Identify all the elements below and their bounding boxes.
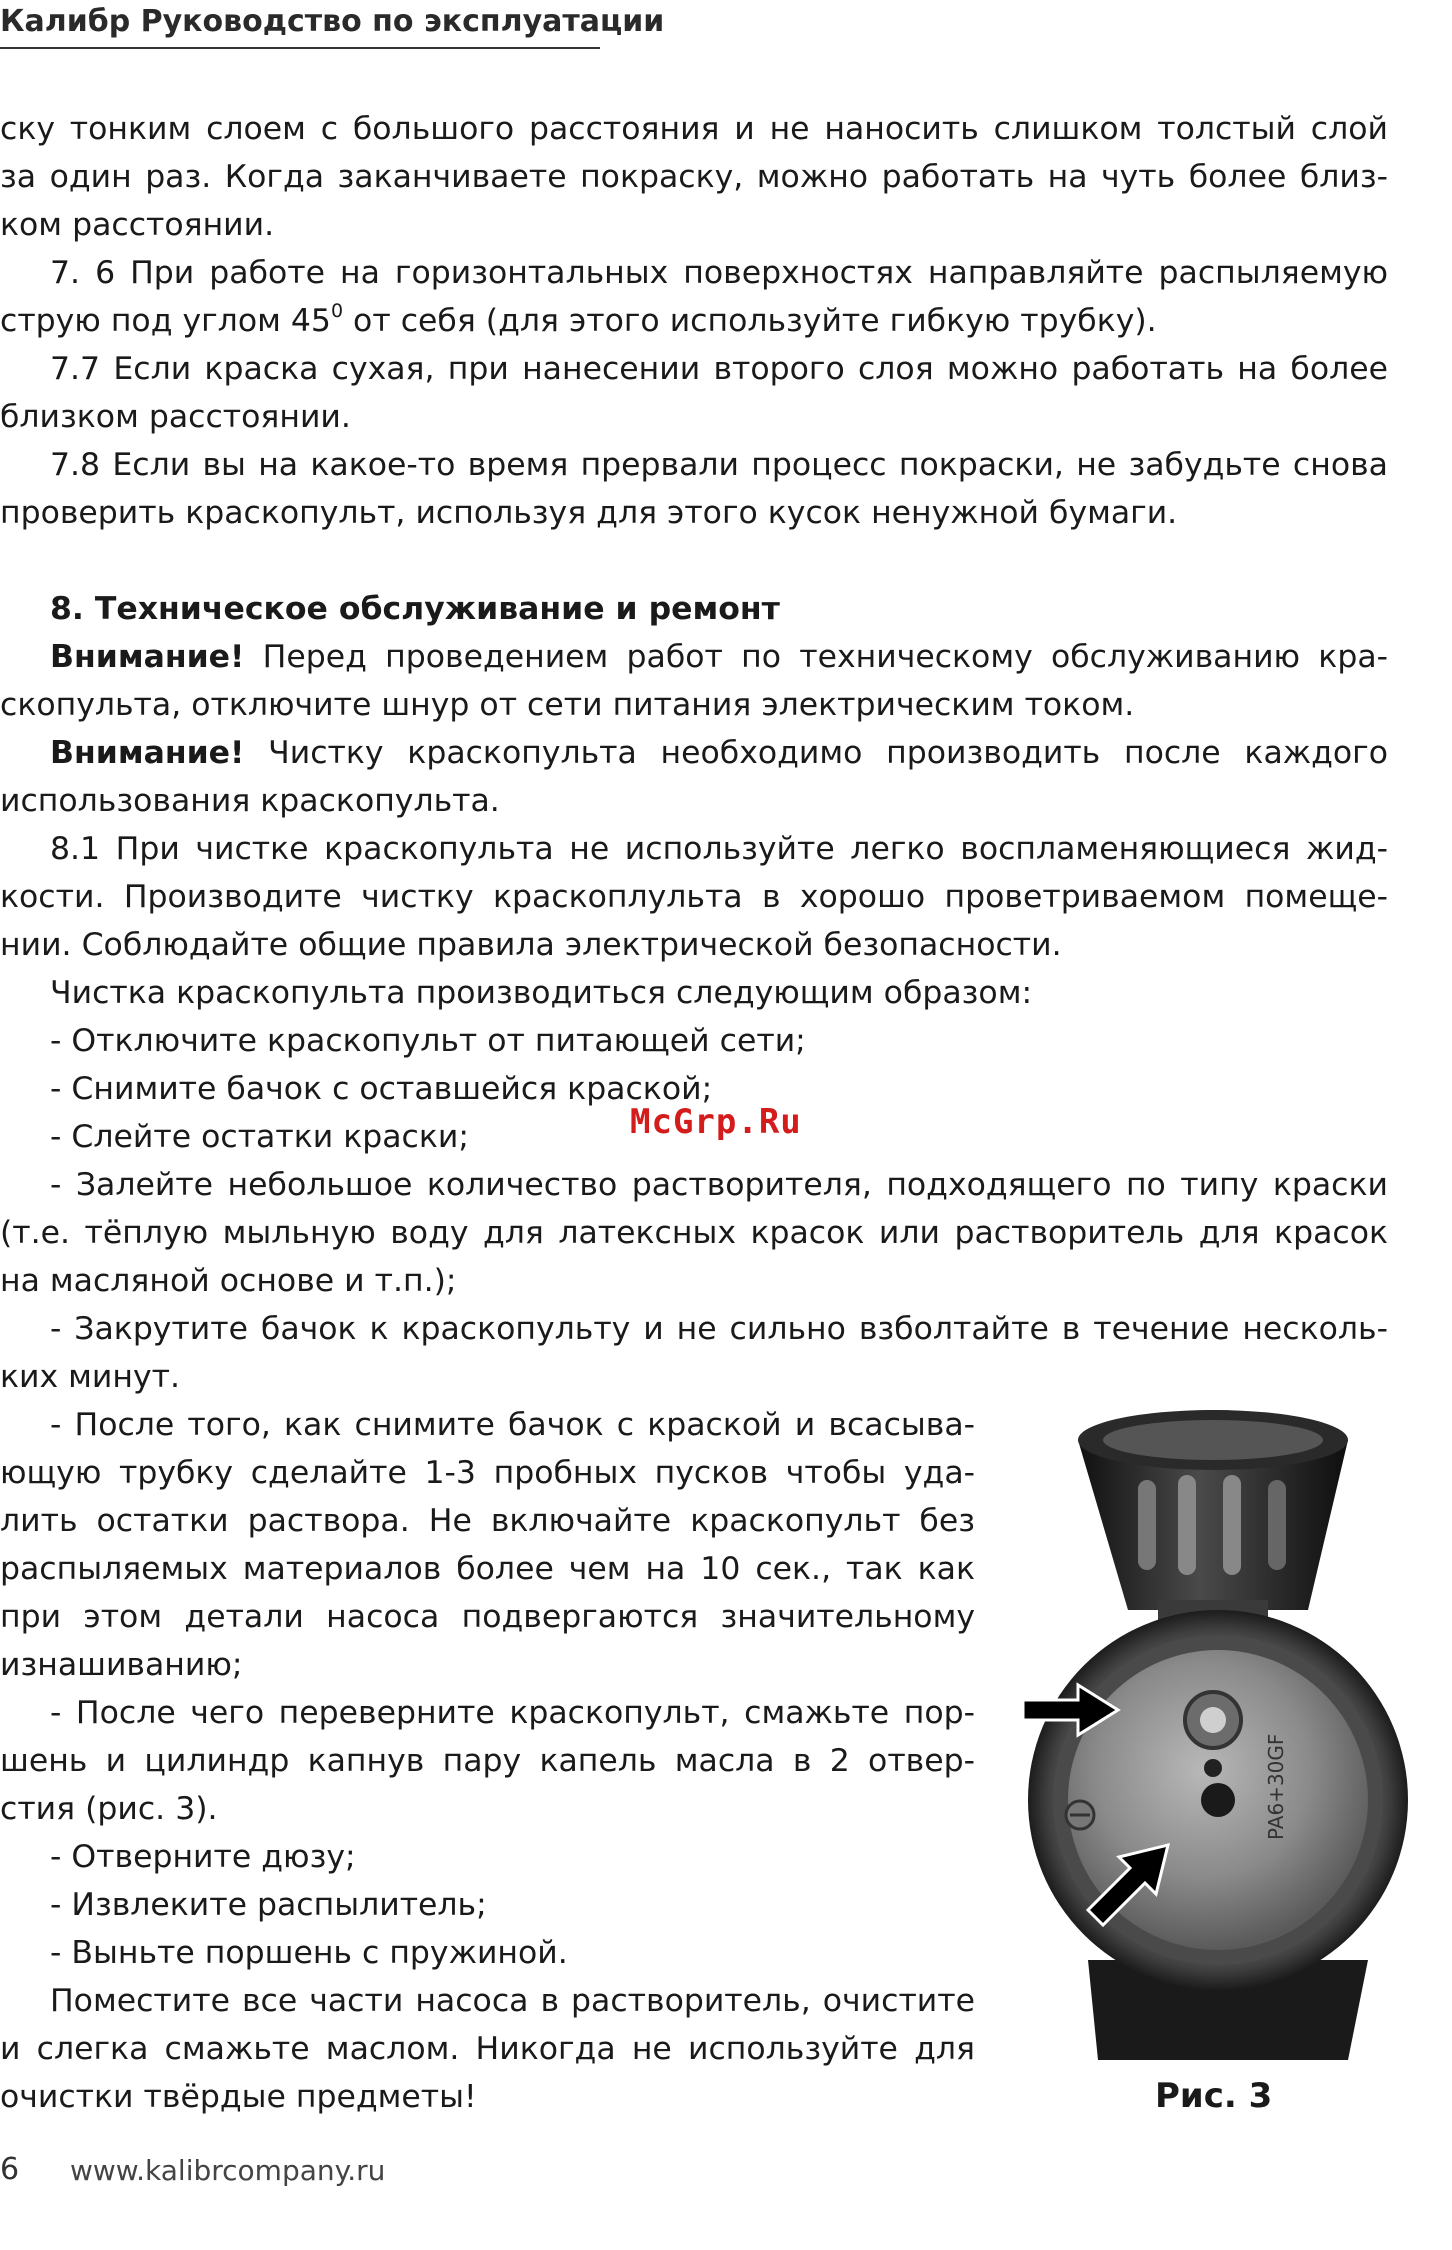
paragraph-line (0, 297, 1388, 345)
paragraph-line: кости. Производите чистку краскоплульта в хорошо проветриваемом помеще- (0, 879, 1388, 915)
pump-illustration (1018, 1400, 1438, 2060)
step-line: - Выньте поршень с пружиной. (50, 1935, 568, 1971)
cap-slot (1178, 1475, 1196, 1575)
paragraph-line: 7.8 Если вы на какое-то время прервали процесс покраски, не забудьте снова (50, 447, 1388, 483)
step-line: - Снимите бачок с оставшейся краской; (50, 1071, 713, 1107)
warning-label: Внимание! (50, 735, 245, 771)
step-line: (т.е. тёплую мыльную воду для латексных красок или растворитель для красок (0, 1215, 1388, 1251)
paragraph-line: близком расстоянии. (0, 399, 351, 435)
section-heading: 8. Техническое обслуживание и ремонт (50, 591, 780, 627)
step-line: - Отключите краскопульт от питающей сети; (50, 1023, 806, 1059)
figure-pump-photo (1018, 1400, 1438, 2060)
warning-label: Внимание! (50, 639, 245, 675)
small-hole (1204, 1759, 1222, 1777)
step-line: - Слейте остатки краски; (50, 1119, 469, 1155)
text-span: струю под углом 45 (0, 303, 331, 339)
cap-top-inner (1103, 1420, 1323, 1460)
oil-hole-lower (1201, 1783, 1235, 1817)
paragraph-line: Поместите все части насоса в растворитель, очистите (50, 1983, 975, 2019)
step-line: ющую трубку сделайте 1-3 пробных пусков чтобы уда- (0, 1455, 975, 1491)
step-line: лить остатки раствора. Не включайте краскопульт без (0, 1503, 975, 1539)
step-line: - Залейте небольшое количество растворителя, подходящего по типу краски (50, 1167, 1388, 1203)
paragraph-line: 8.1 При чистке краскопульта не используйте легко воспламеняющиеся жид- (50, 831, 1388, 867)
step-line: - Извлеките распылитель; (50, 1887, 487, 1923)
paragraph-line: ску тонким слоем с большого расстояния и не наносить слишком толстый слой (0, 111, 1388, 147)
step-line: стия (рис. 3). (0, 1791, 218, 1827)
step-line: - Отверните дюзу; (50, 1839, 356, 1875)
paragraph-line: и слегка смажьте маслом. Никогда не используйте для (0, 2031, 975, 2067)
step-line: - После того, как снимите бачок с краской и всасыва- (50, 1407, 975, 1443)
step-line: - После чего переверните краскопульт, смажьте пор- (50, 1695, 975, 1731)
oil-hole-upper-core (1200, 1707, 1226, 1733)
warning-line: использования краскопульта. (0, 783, 500, 819)
step-line: распыляемых материалов более чем на 10 сек., так как (0, 1551, 975, 1587)
step-line: на масляной основе и т.п.); (0, 1263, 457, 1299)
text-span: Перед проведением работ по техническому обслуживанию кра- (244, 639, 1388, 675)
step-line: при этом детали насоса подвергаются значительному (0, 1599, 975, 1635)
figure-caption: Рис. 3 (1155, 2076, 1273, 2116)
text-span: от себя (для этого используйте гибкую трубку). (343, 303, 1157, 339)
warning-line: скопульта, отключите шнур от сети питания электрическим током. (0, 687, 1135, 723)
paragraph-line: очистки твёрдые предметы! (0, 2079, 477, 2115)
step-line: ких минут. (0, 1359, 180, 1395)
cleaning-intro: Чистка краскопульта производиться следующим образом: (50, 975, 1033, 1011)
paragraph-line: нии. Соблюдайте общие правила электрической безопасности. (0, 927, 1062, 963)
page-header (0, 0, 665, 49)
warning-line (0, 633, 1388, 681)
degree-superscript: 0 (330, 299, 344, 322)
paragraph-line: 7.7 Если краска сухая, при нанесении второго слоя можно работать на более (50, 351, 1388, 387)
paragraph-line: за один раз. Когда заканчиваете покраску, можно работать на чуть более близ- (0, 159, 1388, 195)
cap-slot (1223, 1475, 1241, 1575)
step-line: шень и цилиндр капнув пару капель масла в 2 отвер- (0, 1743, 975, 1779)
paragraph-line: ком расстоянии. (0, 207, 275, 243)
paragraph-line: проверить краскопульт, используя для этого кусок ненужной бумаги. (0, 495, 1178, 531)
text-span: Чистку краскопульта необходимо производить после каждого (244, 735, 1388, 771)
cap-slot (1138, 1480, 1156, 1570)
cap-slot (1268, 1480, 1286, 1570)
engraving-text: PA6+30GF (1264, 1733, 1288, 1840)
watermark: McGrp.Ru (630, 1102, 802, 1142)
header-title: Калибр Руководство по эксплуатации (0, 4, 665, 39)
page-number: 6 (0, 2152, 20, 2187)
footer-url: www.kalibrcompany.ru (70, 2154, 386, 2187)
warning-line (0, 729, 1388, 777)
step-line: изнашиванию; (0, 1647, 243, 1683)
step-line: - Закрутите бачок к краскопульту и не сильно взболтайте в течение несколь- (50, 1311, 1388, 1347)
paragraph-line: 7. 6 При работе на горизонтальных поверхностях направляйте распыляемую (50, 255, 1388, 291)
